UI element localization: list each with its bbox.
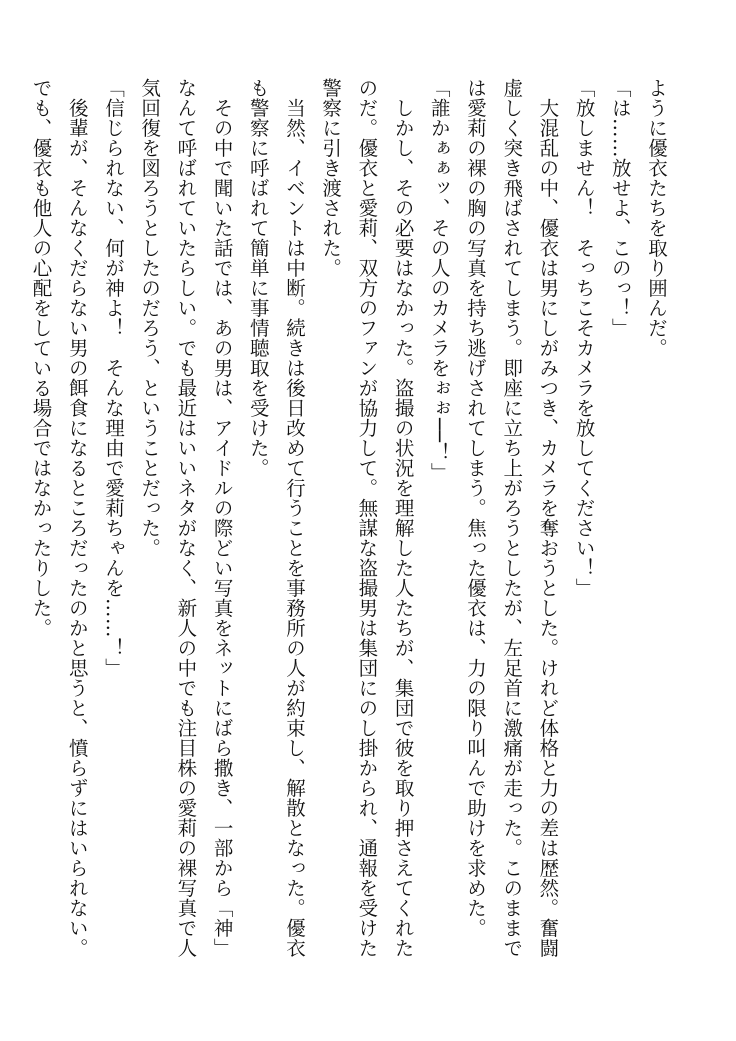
text-line: なんて呼ばれていたらしい。でも最近はいいネタがなく、新人の中でも注目株の愛莉の裸写真で人 bbox=[174, 78, 198, 958]
text-line: その中で聞いた話では、あの男は、アイドルの際どい写真をネットにばら撒き、一部から「神」 bbox=[210, 78, 234, 958]
text-line: 「信じられない、何が神よ！ そんな理由で愛莉ちゃんを……！」 bbox=[101, 78, 125, 678]
text-line: 警察に引き渡された。 bbox=[319, 78, 343, 278]
text-line: も警察に呼ばれて簡単に事情聴取を受けた。 bbox=[246, 78, 270, 478]
text-line: 「放しません！ そっちこそカメラを放してください！」 bbox=[572, 78, 596, 598]
text-line: のだ。優衣と愛莉、双方のファンが協力して。無謀な盗撮男は集団にのし掛かられ、通報を受けた bbox=[355, 78, 379, 958]
text-line: 当然、イベントは中断。続きは後日改めて行うことを事務所の人が約束し、解散となった。優衣 bbox=[282, 78, 306, 958]
text-line: ように優衣たちを取り囲んだ。 bbox=[645, 78, 668, 358]
text-line: 後輩が、そんなくだらない男の餌食になるところだったのかと思うと、憤らずにはいられない。 bbox=[65, 78, 89, 958]
text-line: 「誰かぁぁッ、その人のカメラをぉぉ──！」 bbox=[427, 78, 451, 483]
text-line: 大混乱の中、優衣は男にしがみつき、カメラを奪おうとした。けれど体格と力の差は歴然。奮闘 bbox=[536, 78, 560, 958]
text-line: は愛莉の裸の胸の写真を持ち逃げされてしまう。焦った優衣は、力の限り叫んで助けを求めた。 bbox=[463, 78, 487, 938]
text-line: 気回復を図ろうとしたのだろう、ということだった。 bbox=[138, 78, 162, 558]
body-text bbox=[29, 78, 674, 968]
text-line: でも、優衣も他人の心配をしている場合ではなかったりした。 bbox=[29, 78, 53, 638]
text-line: しかし、その必要はなかった。盗撮の状況を理解した人たちが、集団で彼を取り押さえてくれた bbox=[391, 78, 415, 958]
text-line: 「は……放せよ、このっ！」 bbox=[608, 78, 632, 338]
text-line: 虚しく突き飛ばされてしまう。即座に立ち上がろうとしたが、左足首に激痛が走った。このままで bbox=[500, 78, 524, 958]
